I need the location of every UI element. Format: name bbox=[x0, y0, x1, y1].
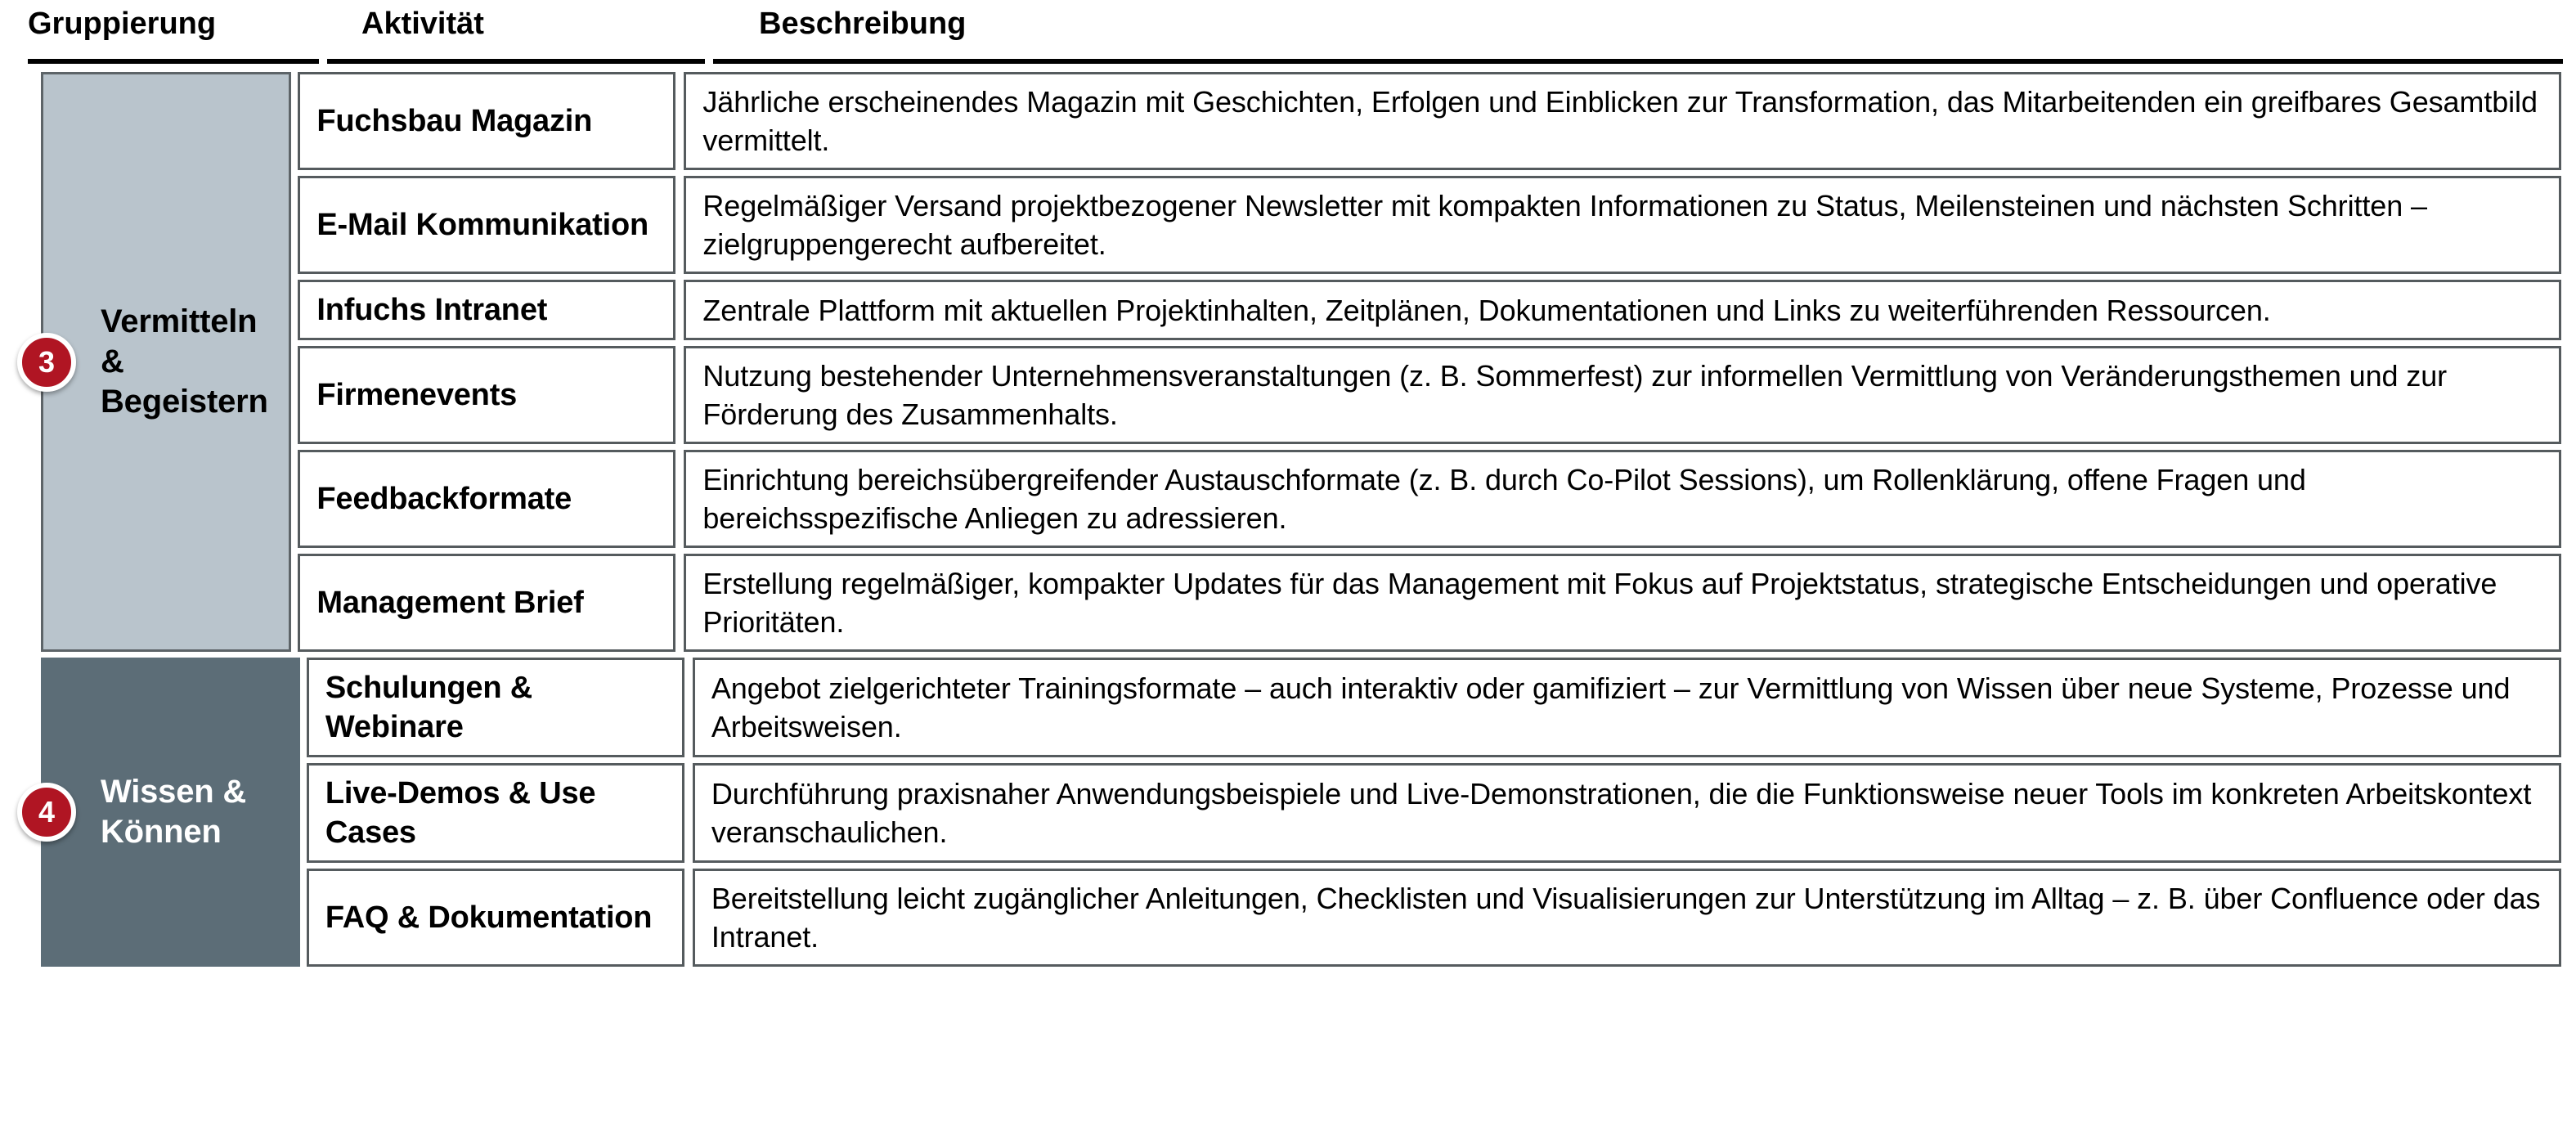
header-rule-activity bbox=[327, 59, 705, 64]
description-text: Nutzung bestehender Unternehmensveranstaltungen (z. B. Sommerfest) zur informellen Vermittlung von Veränderungsthemen und zur Förderung des Zusammenhalts. bbox=[702, 359, 2448, 431]
grouping-label: Vermitteln & Begeistern bbox=[101, 303, 268, 420]
group-block bbox=[0, 72, 2576, 652]
activity-cell[interactable] bbox=[307, 763, 684, 863]
description-cell[interactable] bbox=[693, 869, 2561, 967]
table-body bbox=[0, 72, 2576, 967]
activity-cell[interactable] bbox=[298, 176, 675, 274]
activity-label: Live-Demos & Use Cases bbox=[325, 776, 596, 850]
activity-label: Management Brief bbox=[316, 586, 584, 620]
header-underlines bbox=[0, 59, 2576, 65]
description-text: Zentrale Plattform mit aktuellen Projektinhalten, Zeitplänen, Dokumentationen und Links zu weiterführenden Ressourcen. bbox=[702, 293, 2271, 327]
column-header-activity: Aktivität bbox=[361, 7, 484, 41]
header-rule-grouping bbox=[28, 59, 319, 64]
activity-cell[interactable] bbox=[298, 280, 675, 340]
grouping-label: Wissen & Können bbox=[101, 774, 247, 850]
group-rows bbox=[298, 72, 2576, 652]
description-text: Einrichtung bereichsübergreifender Austauschformate (z. B. durch Co-Pilot Sessions), um Rollenklärung, offene Fragen und bereichsspezifische Anliegen zu adressieren. bbox=[702, 463, 2306, 535]
group-number-badge: 3 bbox=[17, 333, 76, 392]
table-row bbox=[298, 450, 2576, 548]
activity-cell[interactable] bbox=[298, 450, 675, 548]
activity-cell[interactable] bbox=[298, 554, 675, 652]
table-row bbox=[298, 346, 2576, 444]
table-row bbox=[298, 176, 2576, 274]
table-row bbox=[307, 658, 2576, 757]
description-cell[interactable] bbox=[684, 554, 2561, 652]
activity-label: FAQ & Dokumentation bbox=[325, 900, 653, 935]
group-rows bbox=[307, 658, 2576, 967]
activity-label: Feedbackformate bbox=[316, 482, 572, 516]
description-text: Erstellung regelmäßiger, kompakter Updates für das Management mit Fokus auf Projektstatus, strategische Entscheidungen und operative Prioritäten. bbox=[702, 567, 2497, 639]
column-header-description: Beschreibung bbox=[759, 7, 967, 41]
table-row bbox=[298, 72, 2576, 170]
description-text: Angebot zielgerichteter Trainingsformate – auch interaktiv oder gamifiziert – zur Vermittlung von Wissen über neue Systeme, Prozesse und Arbeitsweisen. bbox=[711, 671, 2511, 743]
group-number-badge: 4 bbox=[17, 783, 76, 842]
activity-cell[interactable] bbox=[298, 72, 675, 170]
description-text: Bereitstellung leicht zugänglicher Anleitungen, Checklisten und Visualisierungen zur Unterstützung im Alltag – z. B. über Confluence oder das Intranet. bbox=[711, 882, 2541, 954]
activity-label: Fuchsbau Magazin bbox=[316, 104, 593, 138]
table-row bbox=[298, 554, 2576, 652]
activity-cell[interactable] bbox=[307, 869, 684, 967]
description-cell[interactable] bbox=[693, 763, 2561, 863]
grouping-cell[interactable] bbox=[38, 658, 300, 967]
activity-cell[interactable] bbox=[298, 346, 675, 444]
description-cell[interactable] bbox=[684, 280, 2561, 340]
table-row bbox=[298, 280, 2576, 340]
description-cell[interactable] bbox=[684, 346, 2561, 444]
description-text: Durchführung praxisnaher Anwendungsbeispiele und Live-Demonstrationen, die die Funktionsweise neuer Tools im konkreten Arbeitskontext veranschaulichen. bbox=[711, 777, 2532, 849]
table-row bbox=[307, 763, 2576, 863]
description-cell[interactable] bbox=[684, 450, 2561, 548]
table-header-row bbox=[0, 0, 2576, 64]
description-cell[interactable] bbox=[684, 72, 2561, 170]
activity-label: Infuchs Intranet bbox=[316, 293, 548, 327]
description-text: Jährliche erscheinendes Magazin mit Geschichten, Erfolgen und Einblicken zur Transformation, das Mitarbeitenden ein greifbares Gesamtbild vermittelt. bbox=[702, 85, 2538, 157]
table-row bbox=[307, 869, 2576, 967]
activity-label: E-Mail Kommunikation bbox=[316, 208, 648, 242]
activity-label: Firmenevents bbox=[316, 378, 518, 412]
description-text: Regelmäßiger Versand projektbezogener Newsletter mit kompakten Informationen zu Status, Meilensteinen und nächsten Schritten – zielgruppengerecht aufbereitet. bbox=[702, 189, 2427, 261]
grouping-cell[interactable] bbox=[38, 72, 291, 652]
header-rule-description bbox=[713, 59, 2563, 64]
description-cell[interactable] bbox=[684, 176, 2561, 274]
activity-label: Schulungen & Webinare bbox=[325, 671, 532, 744]
column-header-grouping: Gruppierung bbox=[28, 7, 217, 41]
activity-cell[interactable] bbox=[307, 658, 684, 757]
description-cell[interactable] bbox=[693, 658, 2561, 757]
group-block bbox=[0, 658, 2576, 967]
